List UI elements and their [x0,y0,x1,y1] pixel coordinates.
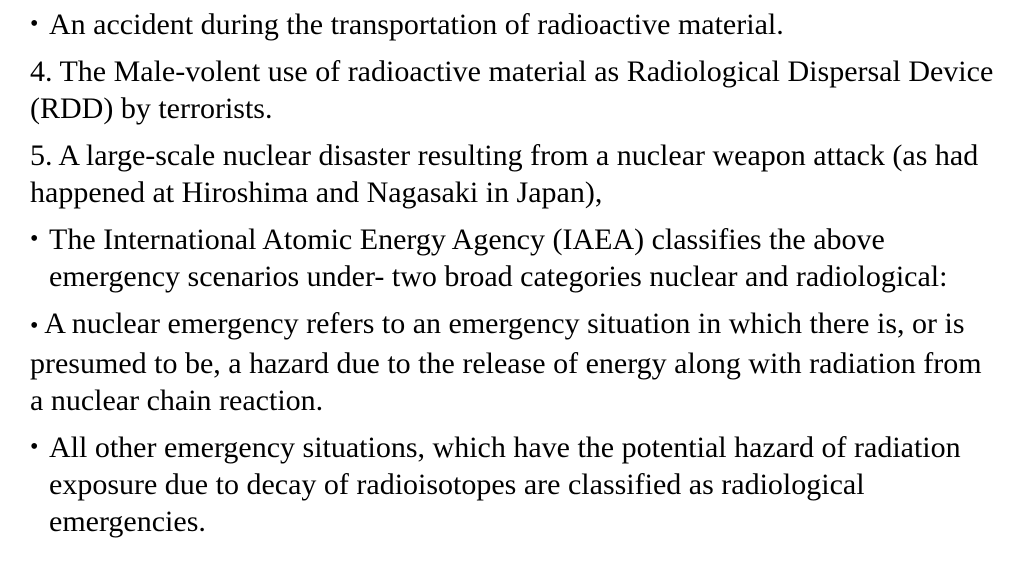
bullet-icon: • [30,11,39,37]
bullet-text: A nuclear emergency refers to an emergency situation in which there is, or is presumed to be, a hazard due to the release of energy along with radiation from a nuclear chain reaction. [30,307,982,417]
bullet-icon: • [30,434,39,460]
numbered-item-4 [30,53,994,127]
numbered-text: 4. The Male-volent use of radioactive material as Radiological Dispersal Device (RDD) by terrorists. [30,55,994,125]
numbered-item-5 [30,137,994,211]
bullet-item-nuclear-emergency [30,305,994,419]
bullet-item-transport-accident [30,6,994,43]
bullet-text: The International Atomic Energy Agency (IAEA) classifies the above emergency scenarios under- two broad categories nuclear and radiological: [49,223,948,293]
bullet-text: All other emergency situations, which have the potential hazard of radiation exposure due to decay of radioisotopes are classified as radiological emergencies. [49,431,961,538]
bullet-text: An accident during the transportation of radioactive material. [49,8,784,41]
bullet-icon: • [30,226,39,252]
bullet-item-radiological-emergency [30,429,994,540]
bullet-item-iaea-classification [30,221,994,295]
bullet-icon: • [30,313,39,339]
numbered-text: 5. A large-scale nuclear disaster resulting from a nuclear weapon attack (as had happened at Hiroshima and Nagasaki in Japan), [30,139,979,209]
